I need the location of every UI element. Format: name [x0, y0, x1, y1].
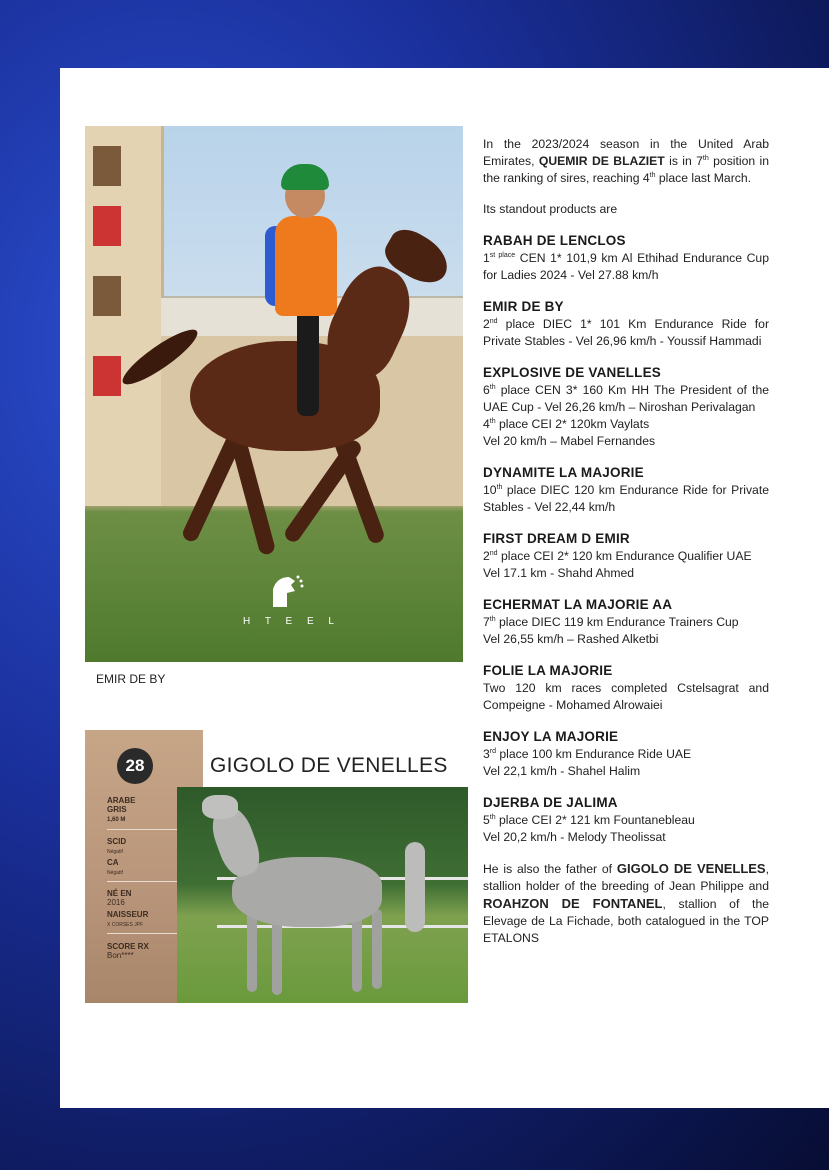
born-info: NÉ EN 2016: [107, 889, 132, 907]
products-list: [483, 232, 769, 846]
product-result: 7th place DIEC 119 km Endurance Trainers Cup: [483, 615, 739, 629]
grey-horse-tail: [405, 842, 425, 932]
product-name: DYNAMITE LA MAJORIE: [483, 465, 644, 480]
product-result: 2nd place CEI 2* 120 km Endurance Qualifier UAE: [483, 549, 752, 563]
stallion-number: 28: [117, 748, 153, 784]
gigolo-de-venelles-photo: [177, 787, 468, 1003]
product-entry: [483, 298, 769, 350]
product-entry: [483, 662, 769, 714]
product-result: Vel 20 km/h – Mabel Fernandes: [483, 434, 656, 448]
product-result: 10th place DIEC 120 km Endurance Ride for Private Stables - Vel 22,44 km/h: [483, 483, 769, 514]
hteel-logo-icon: [265, 571, 305, 611]
product-name: EMIR DE BY: [483, 299, 564, 314]
product-name: FIRST DREAM D EMIR: [483, 531, 630, 546]
product-name: DJERBA DE JALIMA: [483, 795, 618, 810]
scid-info: SCID Négatif: [107, 837, 127, 855]
building: [85, 126, 164, 506]
emir-de-by-photo: [85, 126, 463, 662]
product-result: Vel 22,1 km/h - Shahel Halim: [483, 764, 641, 778]
ca-info: CA Négatif: [107, 858, 123, 876]
logo-text: H T E E L: [243, 616, 340, 627]
product-result: Vel 17.1 km - Shahd Ahmed: [483, 566, 635, 580]
product-entry: [483, 364, 769, 450]
product-name: ENJOY LA MAJORIE: [483, 729, 619, 744]
product-name: FOLIE LA MAJORIE: [483, 663, 613, 678]
product-result: 6th place CEN 3* 160 Km HH The President of the UAE Cup - Vel 26,26 km/h – Niroshan Perivalagan: [483, 383, 769, 414]
breed-info: ARABE GRIS 1,60 M: [107, 796, 136, 823]
intro-paragraph: In the 2023/2024 season in the United Arab Emirates, QUEMIR DE BLAZIET is in 7th position in the ranking of sires, reaching 4th place last March.: [483, 137, 770, 185]
rider-helmet: [281, 164, 329, 190]
product-result: 5th place CEI 2* 121 km Fountanebleau: [483, 813, 695, 827]
product-result: Vel 26,55 km/h – Rashed Alketbi: [483, 632, 659, 646]
product-entry: [483, 596, 769, 648]
product-entry: [483, 530, 769, 582]
product-result: 3rd place 100 km Endurance Ride UAE: [483, 747, 692, 761]
products-heading: Its standout products are: [483, 202, 618, 216]
product-entry: [483, 232, 769, 284]
product-entry: [483, 794, 769, 846]
article-text: [483, 136, 769, 947]
product-entry: [483, 728, 769, 780]
product-name: RABAH DE LENCLOS: [483, 233, 626, 248]
product-result: 2nd place DIEC 1* 101 Km Endurance Ride for Private Stables - Vel 26,96 km/h - Youssif Hammadi: [483, 317, 769, 348]
product-name: EXPLOSIVE DE VANELLES: [483, 365, 661, 380]
grey-horse-head: [202, 795, 238, 819]
breeder-info: NAISSEUR X CORSES JPF: [107, 910, 149, 928]
score-info: SCORE RX Bon****: [107, 942, 149, 960]
stallion-title: GIGOLO DE VENELLES: [210, 754, 448, 777]
rider-vest: [275, 216, 337, 316]
photo-caption: EMIR DE BY: [96, 672, 166, 686]
product-result: $1^{st place}$ CEN 1* 101,9 km Al Ethihad Endurance Cup for Ladies 2024 - Vel 27.88 km/h: [483, 251, 769, 282]
product-result: Two 120 km races completed Cstelsagrat and Compeigne - Mohamed Alrowaiei: [483, 681, 769, 712]
page: [60, 68, 829, 1108]
product-result: Vel 20,2 km/h - Melody Theolissat: [483, 830, 666, 844]
product-entry: [483, 464, 769, 516]
product-result: 4th place CEI 2* 120km Vaylats: [483, 417, 650, 431]
product-name: ECHERMAT LA MAJORIE AA: [483, 597, 673, 612]
rider-leg: [297, 306, 319, 416]
closing-paragraph: He is also the father of GIGOLO DE VENELLES, stallion holder of the breeding of Jean Philippe and ROAHZON DE FONTANEL, stallion of the Elevage de La Fichade, both catalogued in the TOP ETALONS: [483, 861, 769, 945]
